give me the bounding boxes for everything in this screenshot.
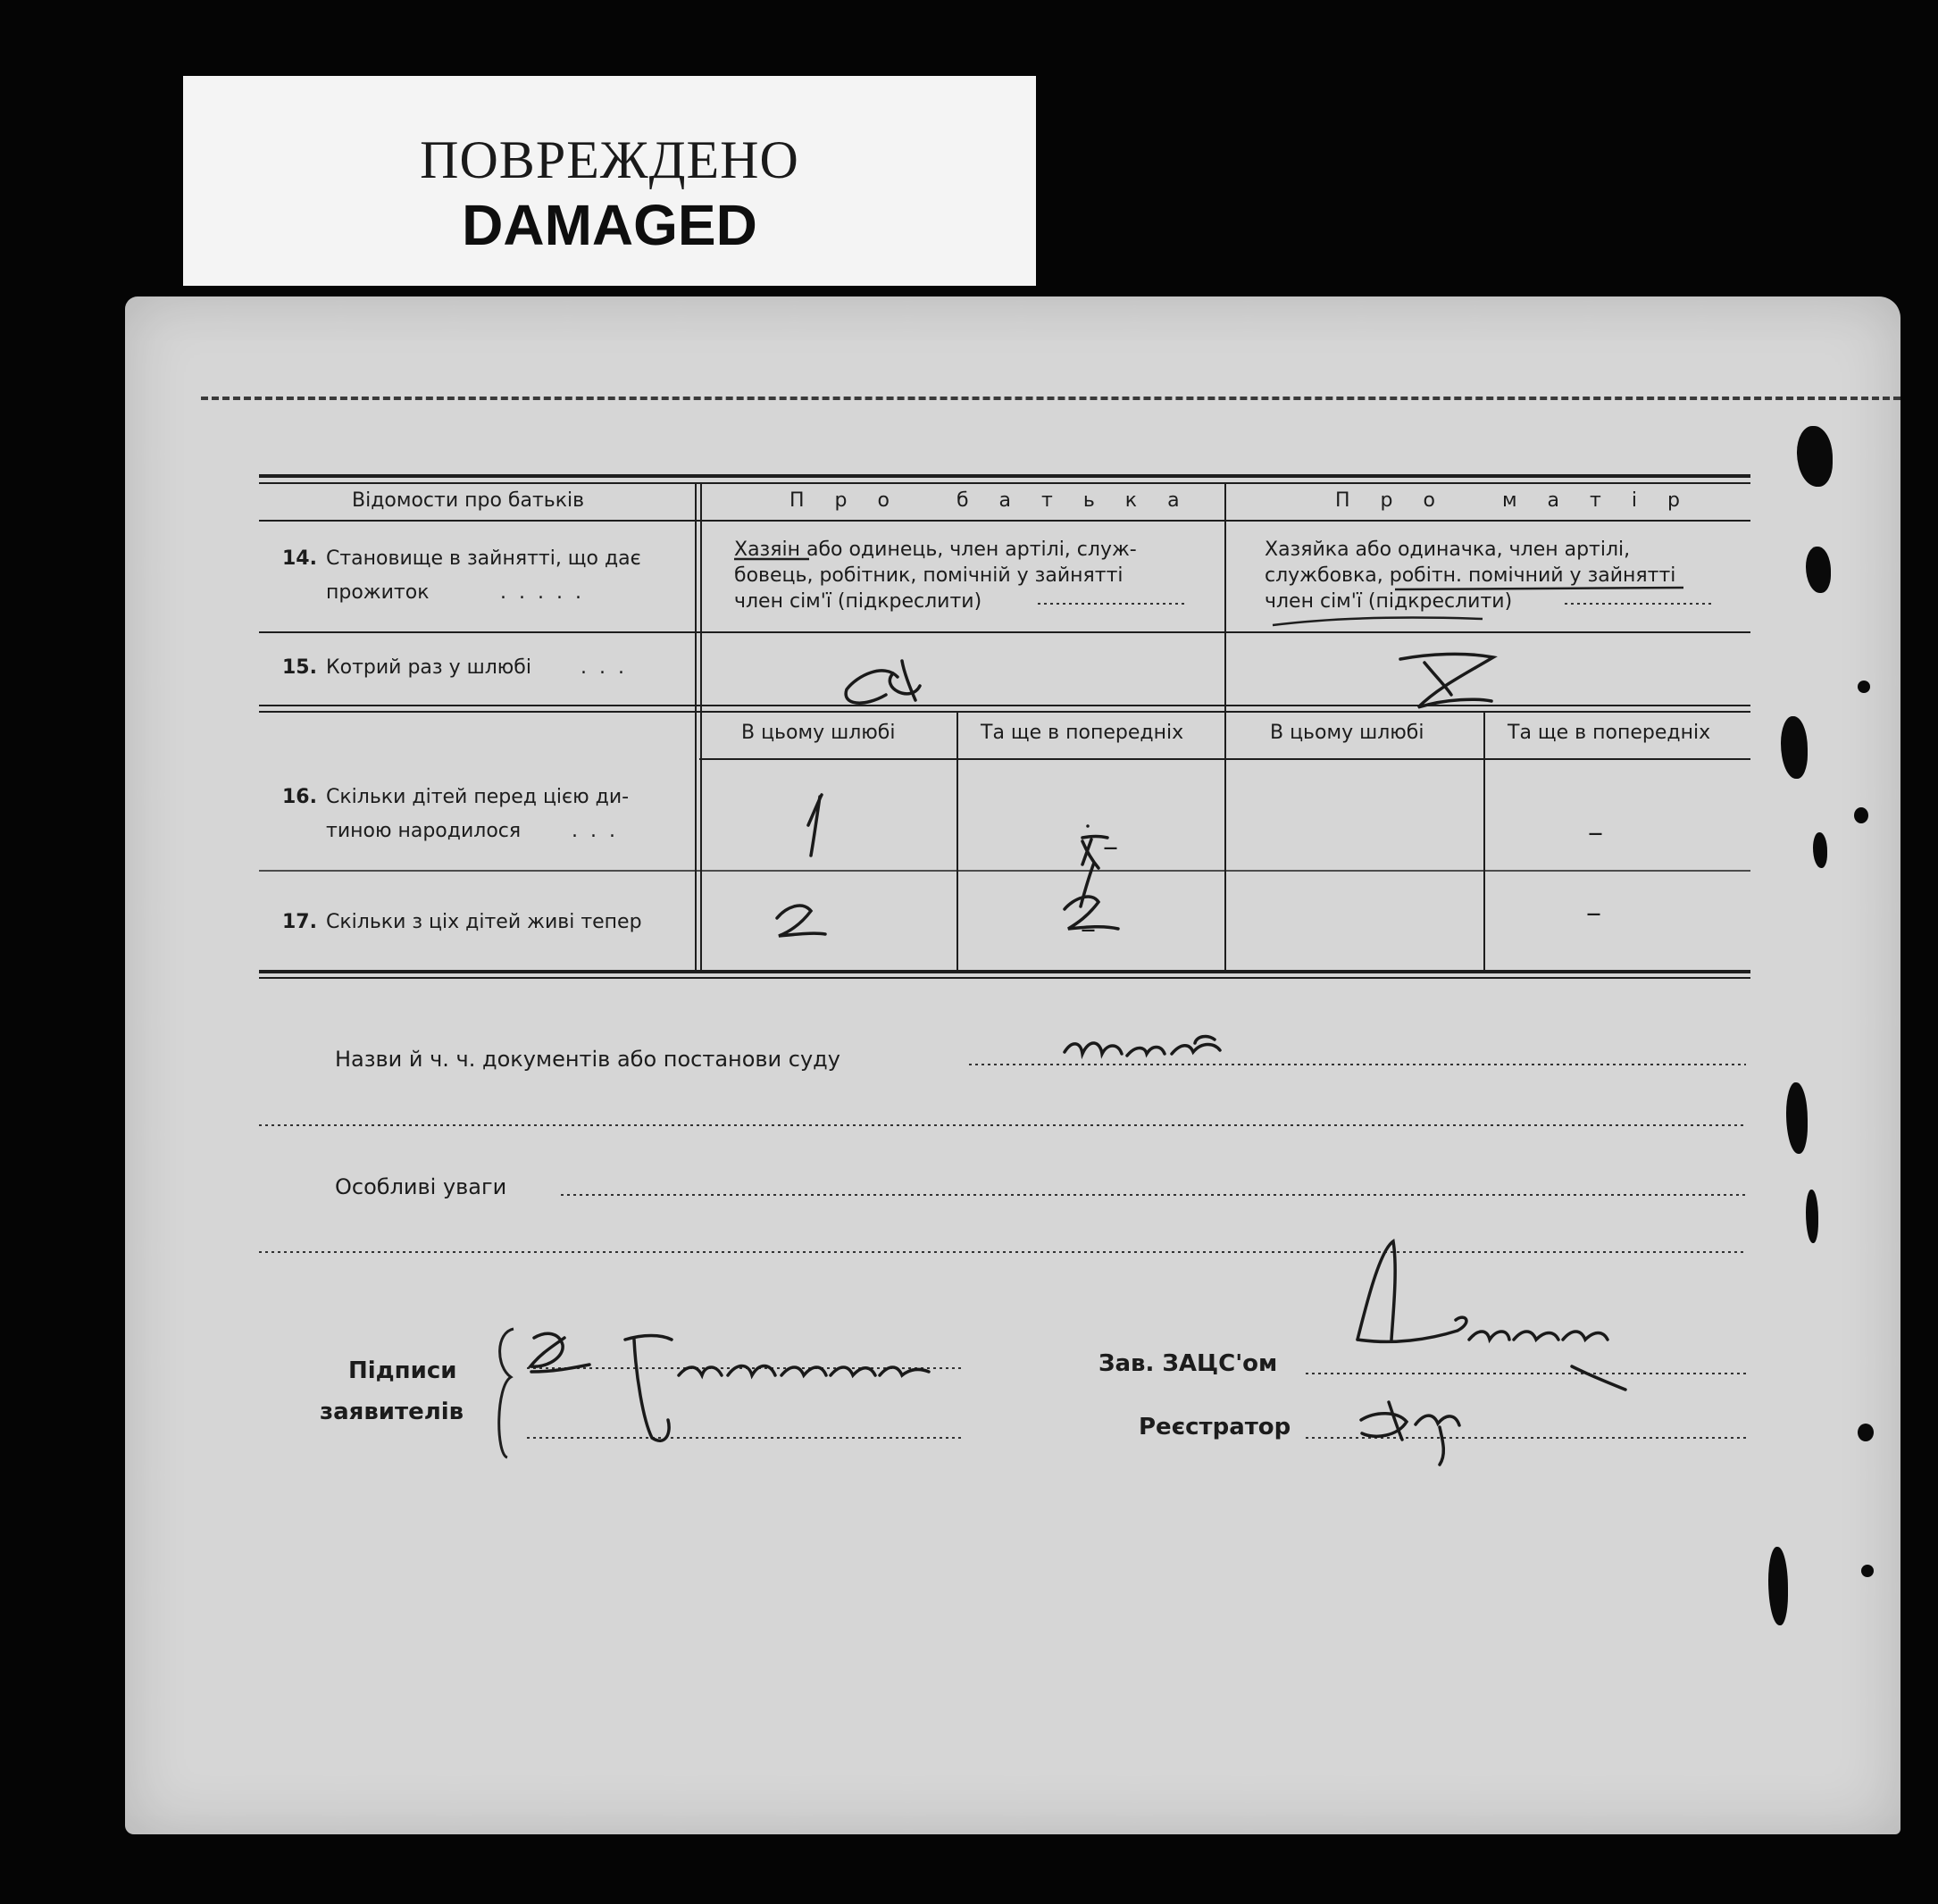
mother-sub-prev: Та ще в попередніх bbox=[1508, 722, 1711, 744]
row16-mother-prev: – bbox=[1588, 814, 1603, 850]
row14-mother-line1: Хазяйка або одиначка, член артілі, bbox=[1265, 539, 1631, 561]
row14-father-line1: Хазяін або одинець, член артілі, служ- bbox=[734, 539, 1137, 561]
row14-label: Становище в зайнятті, що дає bbox=[326, 547, 641, 570]
row17-mother-prev: – bbox=[1586, 895, 1601, 931]
documents-label: Назви й ч. ч. документів або постанови суду bbox=[335, 1047, 840, 1072]
head-label: Зав. ЗАЦС'ом bbox=[1098, 1350, 1278, 1377]
row14-mother-line2: службовка, робітн. помічний у зайнятті bbox=[1265, 564, 1676, 587]
row14-label-cont: прожиток bbox=[326, 581, 430, 604]
father-sub-prev: Та ще в попередніх bbox=[981, 722, 1184, 744]
row14-dots: ..... bbox=[500, 581, 594, 604]
mother-sub-this: В цьому шлюбі bbox=[1270, 722, 1424, 744]
registrar-label: Реєстратор bbox=[1139, 1414, 1291, 1441]
row16-number: 16. bbox=[282, 786, 317, 808]
row17-mother-this bbox=[1331, 920, 1332, 921]
applicants-label: Підписи bbox=[348, 1357, 457, 1384]
header-info: Відомости про батьків bbox=[352, 489, 585, 512]
documents-value bbox=[1072, 1054, 1075, 1055]
row15-label: Котрий раз у шлюбі bbox=[326, 656, 531, 679]
header-mother: Про матір bbox=[1335, 489, 1710, 512]
header-father: Про батька bbox=[789, 489, 1210, 512]
father-sub-this: В цьому шлюбі bbox=[741, 722, 896, 744]
row16-label: Скільки дітей перед цією ди- bbox=[326, 786, 630, 808]
row14-number: 14. bbox=[282, 547, 317, 570]
row16-father-prev: – bbox=[1103, 829, 1118, 864]
row15-father-value bbox=[857, 679, 858, 680]
row17-father-this bbox=[795, 920, 796, 921]
row17-label: Скільки з ціх дітей живі тепер bbox=[326, 911, 642, 933]
row14-father-line3: член сім'ї (підкреслити) bbox=[734, 590, 982, 613]
row17-number: 17. bbox=[282, 911, 317, 933]
remarks-label: Особливі уваги bbox=[335, 1174, 507, 1199]
row16-label-cont: тиною народилося bbox=[326, 820, 522, 842]
brace bbox=[499, 1329, 514, 1457]
row15-mother-value bbox=[1411, 679, 1412, 680]
row15-number: 15. bbox=[282, 656, 317, 679]
damaged-label-ru: ПОВРЕЖДЕНО bbox=[420, 130, 799, 189]
row15-dots: ... bbox=[581, 656, 637, 679]
row17-father-prev: – bbox=[1081, 911, 1096, 947]
applicants-label-cont: заявителів bbox=[320, 1399, 464, 1425]
row14-mother-line3: член сім'ї (підкреслити) bbox=[1265, 590, 1513, 613]
damaged-label-en: DAMAGED bbox=[462, 193, 757, 257]
row14-father-line2: бовець, робітник, помічній у зайнятті bbox=[734, 564, 1124, 587]
row16-dots: ... bbox=[572, 820, 628, 842]
